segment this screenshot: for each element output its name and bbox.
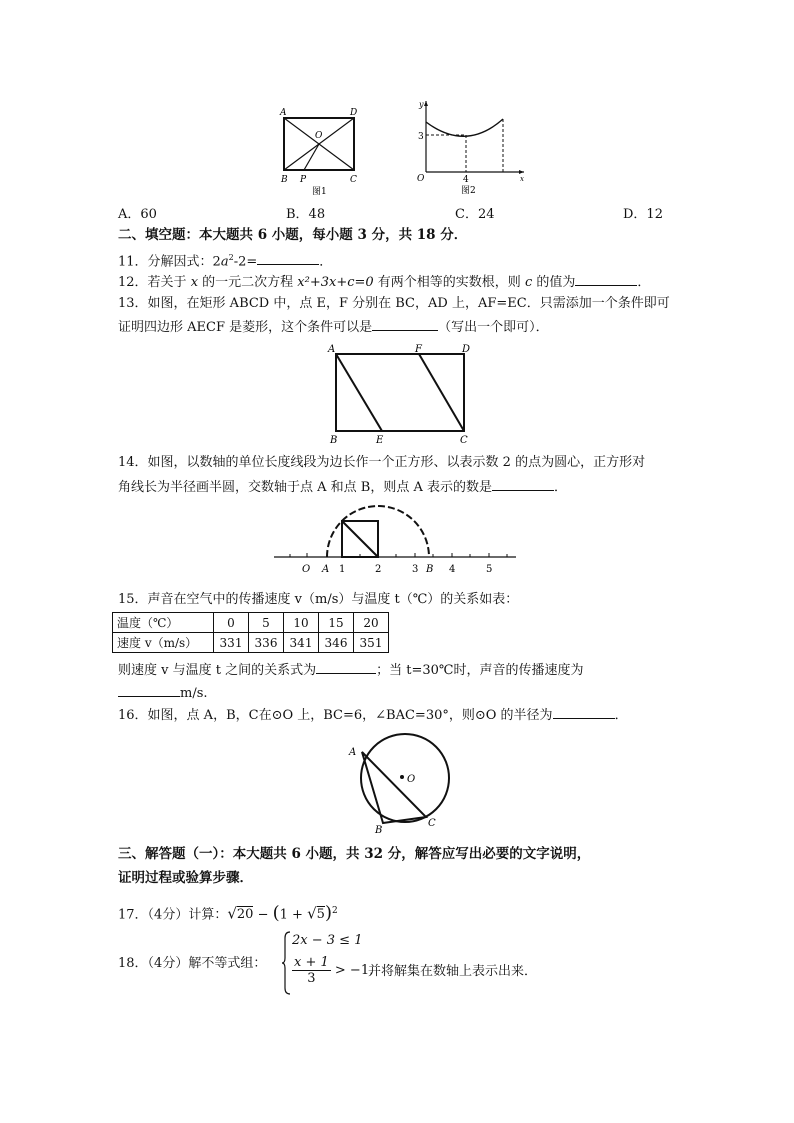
choice-c: C．24 <box>455 207 495 222</box>
fig2-label-x: x <box>520 175 524 183</box>
q16-label-O: O <box>407 774 416 785</box>
answer-blank-12[interactable] <box>575 273 637 286</box>
fig1-label-O: O <box>315 131 323 141</box>
table-row <box>113 613 389 633</box>
fig1-caption: 图1 <box>312 187 327 197</box>
choice-d: D．12 <box>623 207 663 222</box>
q18-inequality-1: 2x − 3 ≤ 1 <box>292 933 363 948</box>
answer-blank-14[interactable] <box>492 478 554 491</box>
question-17: 17．（4分）计算：$√20 - (1 + √5)^2$ <box>118 902 338 924</box>
question-18-label: 18．（4分）解不等式组： <box>118 956 267 971</box>
fig1-label-P: P <box>300 175 307 185</box>
section-2-heading: 二、填空题：本大题共 6 小题，每小题 3 分，共 18 分． <box>118 227 468 243</box>
question-14-line1: 14．如图，以数轴的单位长度线段为边长作一个正方形、以表示数 2 的点为圆心，正方形对 <box>118 455 646 470</box>
fig2-label-4: 4 <box>463 175 469 185</box>
fig1-label-B: B <box>281 175 288 185</box>
q13-label-A: A <box>328 344 336 355</box>
q18-brace <box>281 930 291 996</box>
q14-label-3: 3 <box>412 564 419 575</box>
question-15-intro: 15．声音在空气中的传播速度 v（m/s）与温度 t（℃）的关系如表： <box>118 592 519 607</box>
question-18-instruction: 并将解集在数轴上表示出来． <box>368 964 538 979</box>
q13-label-C: C <box>460 435 468 446</box>
answer-blank-13[interactable] <box>372 318 438 331</box>
q14-label-4: 4 <box>449 564 456 575</box>
fig1-label-C: C <box>350 175 357 185</box>
figure-q16-circle <box>346 730 456 836</box>
q16-label-A: A <box>349 747 357 758</box>
figure-q14-number-line <box>270 502 520 578</box>
question-13-line2: 证明四边形 AECF 是菱形，这个条件可以是 （写出一个即可）． <box>118 320 549 335</box>
question-11: 11．分解因式：$2a^2-2=$ ． <box>118 253 333 270</box>
q16-label-C: C <box>428 818 436 829</box>
table-cell: 20 <box>354 613 389 633</box>
section-3-heading-line2: 证明过程或验算步骤． <box>118 870 253 886</box>
answer-blank-11[interactable] <box>257 252 319 265</box>
table-header-cell: 速度 v（m/s） <box>113 633 214 653</box>
table-cell: 0 <box>214 613 249 633</box>
table-row <box>113 633 389 653</box>
q13-label-E: E <box>376 435 384 446</box>
table-cell: 5 <box>249 613 284 633</box>
fig2-caption: 图2 <box>461 186 476 196</box>
section-3-heading-line1: 三、解答题（一）：本大题共 6 小题，共 32 分，解答应写出必要的文字说明， <box>118 846 591 862</box>
fig1-label-A: A <box>280 108 287 118</box>
question-13-line1: 13．如图，在矩形 ABCD 中，点 E，F 分别在 BC，AD 上，AF=EC．只需添加一个条件即可 <box>118 296 670 311</box>
q14-label-O: O <box>302 564 311 575</box>
fig2-label-y: y <box>419 100 424 109</box>
question-16: 16．如图，点 A，B，C在⊙O 上，BC=6，∠BAC=30°，则⊙O 的半径为 ． <box>118 708 628 723</box>
q14-label-1: 1 <box>339 564 346 575</box>
fig2-label-origin: O <box>417 174 425 184</box>
figure-q13-rectangle <box>326 342 478 446</box>
table-header-cell: 温度（℃） <box>113 613 214 633</box>
answer-blank-16[interactable] <box>553 706 615 719</box>
table-cell: 346 <box>319 633 354 653</box>
answer-blank-15a[interactable] <box>316 661 376 674</box>
q13-label-F: F <box>415 344 422 355</box>
q14-label-A: A <box>322 564 330 575</box>
question-15-line2: 则速度 v 与温度 t 之间的关系式为 ；当 t=30℃时，声音的传播速度为 <box>118 663 584 678</box>
q15-table <box>112 612 389 653</box>
q14-label-2: 2 <box>375 564 382 575</box>
table-cell: 15 <box>319 613 354 633</box>
q16-label-B: B <box>375 825 383 836</box>
table-cell: 351 <box>354 633 389 653</box>
question-15-line3: m/s. <box>118 684 208 702</box>
q18-inequality-2: $\frac{x + 1}{3}$ > −1, <box>294 955 374 986</box>
question-12: 12．若关于 x 的一元二次方程 x²+3x+c=0 有两个相等的实数根，则 c 的值为 ． <box>118 275 651 290</box>
fig2-label-3: 3 <box>418 132 424 142</box>
choice-b: B．48 <box>286 207 326 222</box>
q14-label-5: 5 <box>486 564 493 575</box>
q13-label-B: B <box>330 435 338 446</box>
table-cell: 341 <box>284 633 319 653</box>
choice-a: A．60 <box>118 207 157 222</box>
question-14-line2: 角线长为半径画半圆，交数轴于点 A 和点 B，则点 A 表示的数是 ． <box>118 480 568 495</box>
table-cell: 331 <box>214 633 249 653</box>
figure-1 <box>278 100 368 200</box>
answer-blank-15b[interactable] <box>118 684 180 697</box>
table-cell: 10 <box>284 613 319 633</box>
figure-2 <box>408 97 528 199</box>
q13-label-D: D <box>462 344 471 355</box>
q14-label-B: B <box>426 564 434 575</box>
fig1-label-D: D <box>350 108 358 118</box>
table-cell: 336 <box>249 633 284 653</box>
